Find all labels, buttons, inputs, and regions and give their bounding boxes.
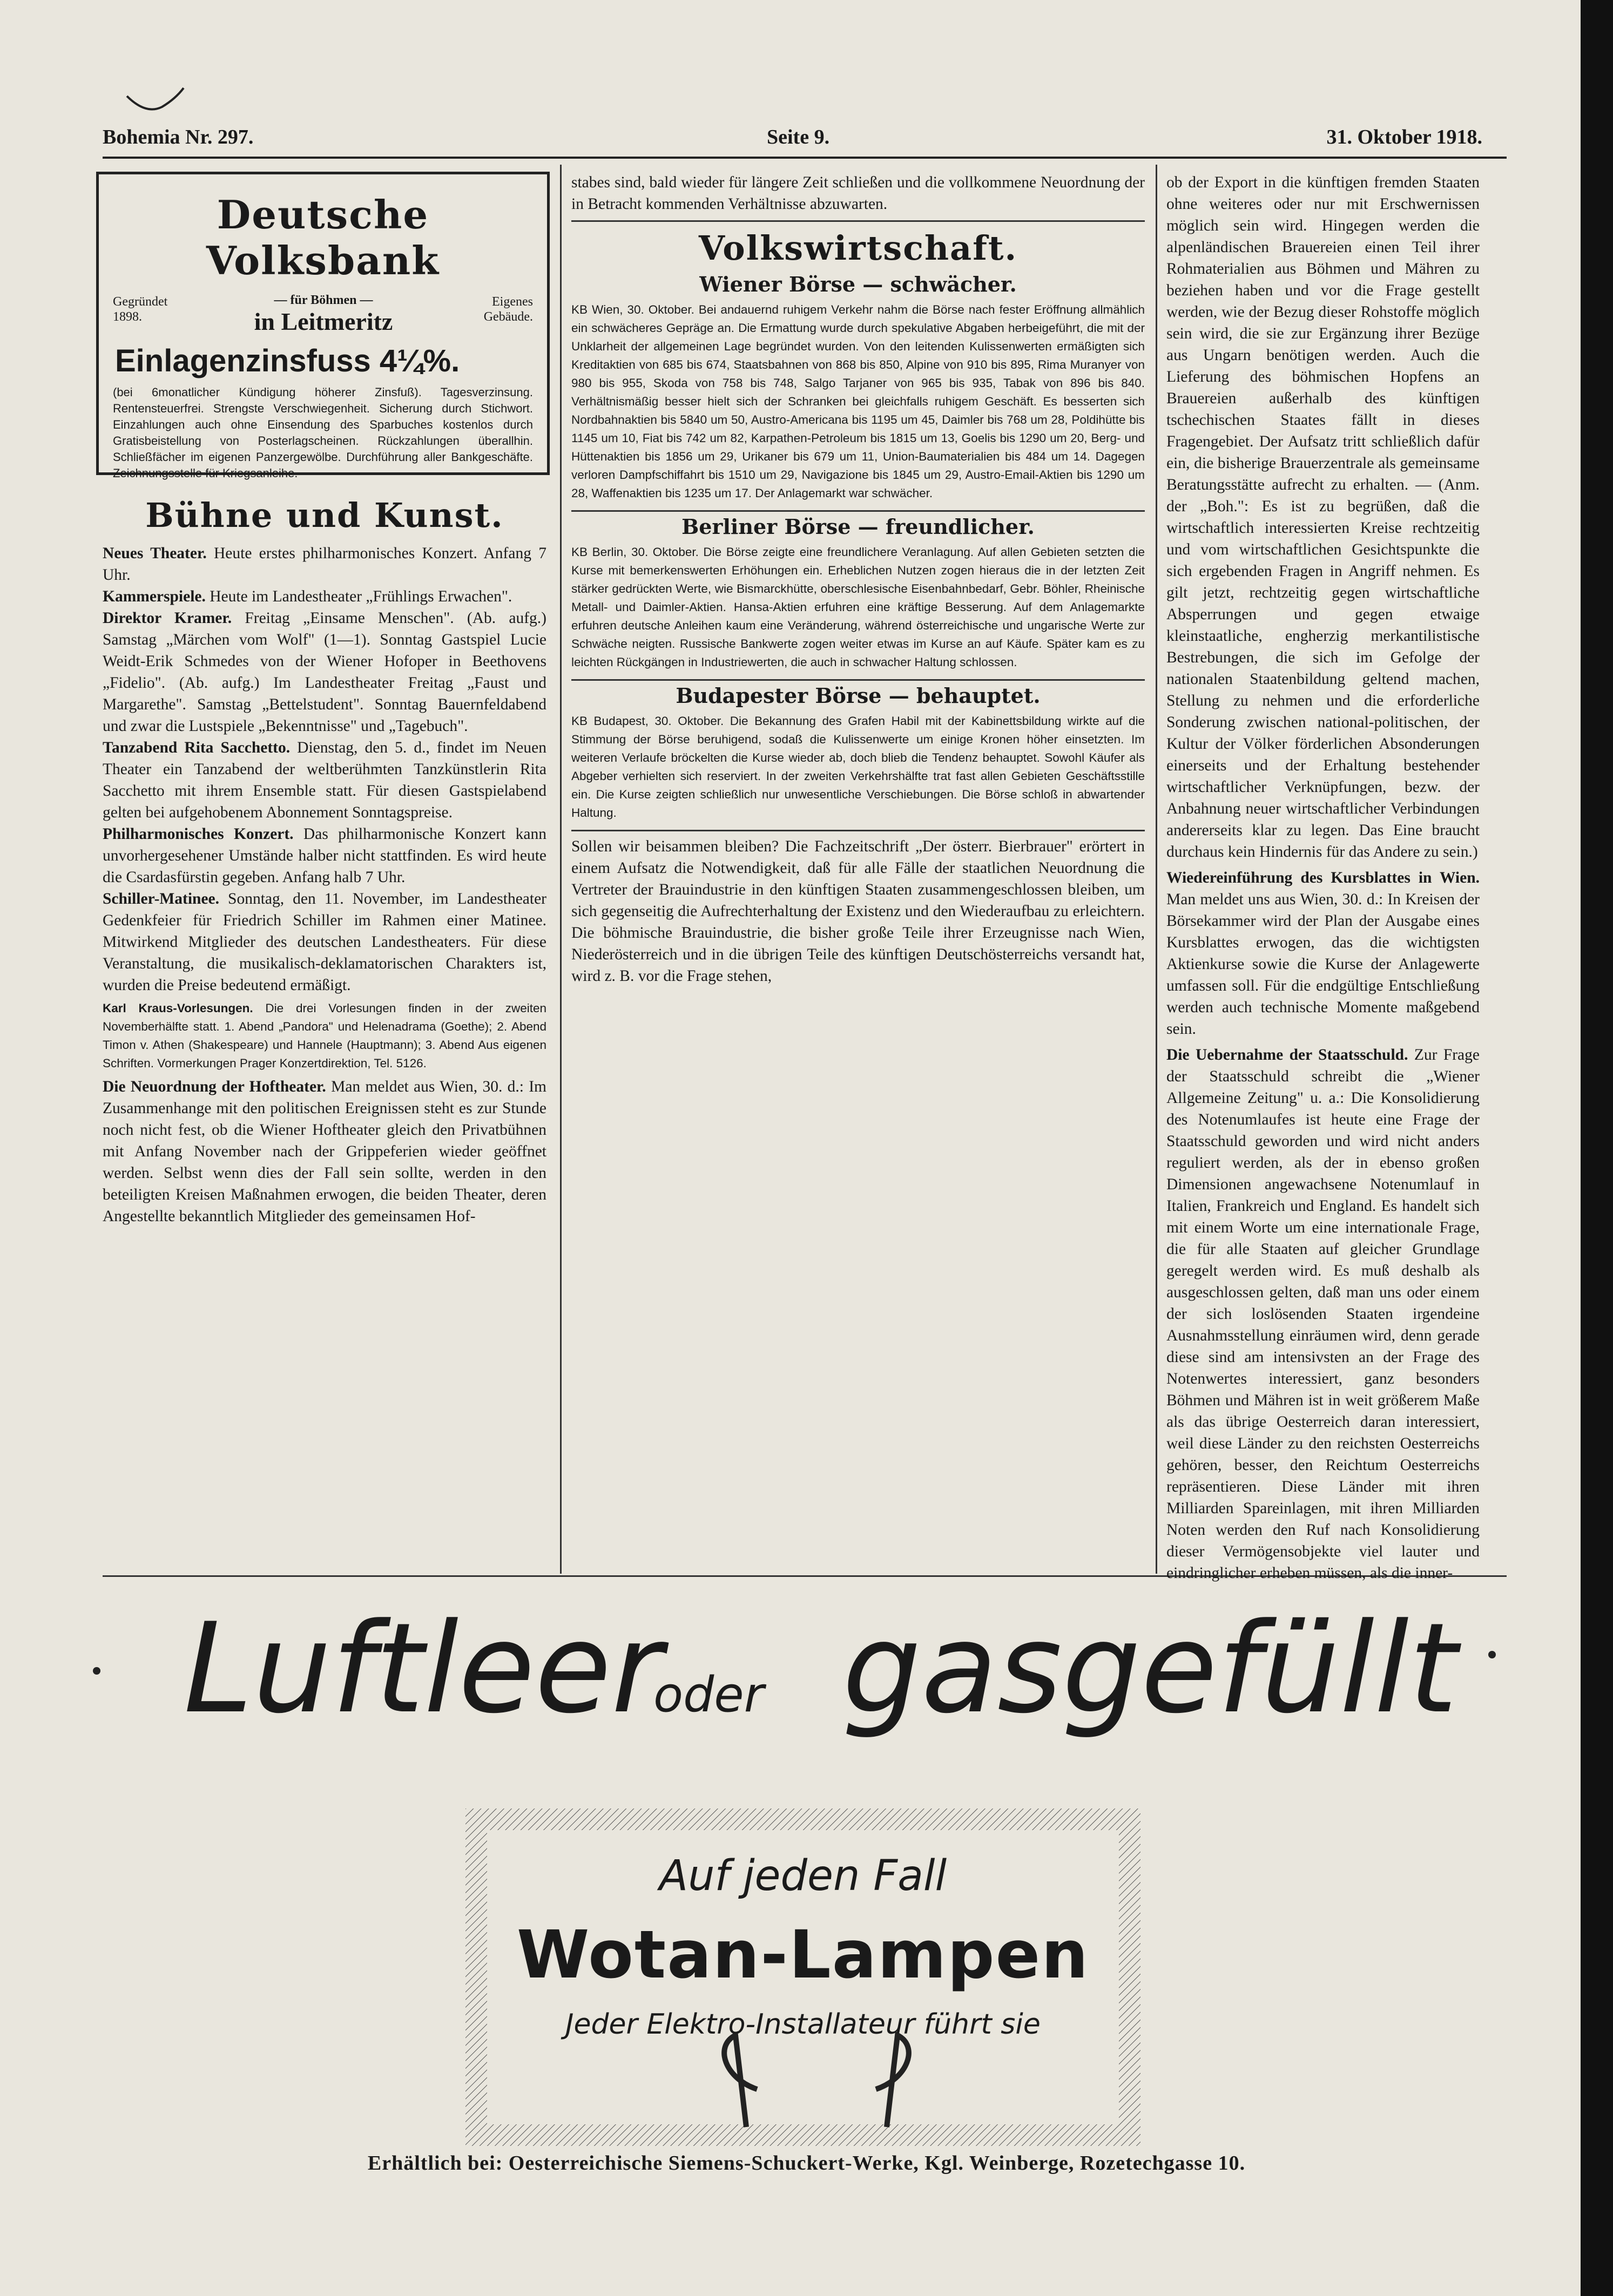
lamp-advert (0, 1582, 1613, 2251)
bank-conditions: (bei 6monatlicher Kündigung höherer Zinsfuß). Tagesverzinsung. Rentensteuerfrei. Strengste Verschwiegenheit. Sicherung durch Stichwort. Einzahlungen auch ohne Einsendung des Sparbuches kostenlos durch Gratisbeistellung von Posterlagscheinen. Rückzahlungen überallhin. Schließfächer im eigenen Panzergewölbe. Durchführung aller Bankgeschäfte. Zeichnungsstelle für Kriegsanleihe. (113, 385, 533, 480)
bank-founded (113, 294, 167, 324)
report-budapest: KB Budapest, 30. Oktober. Die Bekannung des Grafen Habil mit der Kabinettsbildung wirkte auf die Stimmung der Börse beruhigend, sodaß die Kulissenwerte um einige Kronen höher einsetzten. Im weiteren Verlaufe bröckelten die Kurse wieder ab, doch blieb die Tendenz behauptet. Sowohl Käufer als Abgeber verhielten sich reserviert. In der zweiten Verkehrshälfte trat fast allen Gebieten Geschäftsstille ein. Die Kurse zeigten schließlich nur unwesentliche Verschiebungen. Die Börse schloß in abwartender Haltung. (571, 714, 1145, 819)
column-2 (571, 172, 1145, 987)
building-line-1: Eigenes (492, 295, 533, 309)
column-1 (103, 494, 546, 1227)
rule-before-volkswirtschaft (571, 220, 1145, 222)
advert-sub-1: Auf jeden Fall (659, 1852, 947, 1900)
article-kammerspiele (103, 586, 546, 607)
bank-city: in Leitmeritz (254, 308, 393, 335)
text-kursblatt: Man meldet uns aus Wien, 30. d.: In Kreisen der Börsekammer wird der Plan der Ausgabe eines Kursblattes erwogen, das die wichtigsten Aktienkurse sowie die Kurse der Anlagewerte umfassen soll. Für die endgültige Entschließung werden auch technische Momente maßgebend sein. (1166, 891, 1480, 1038)
article-philharmonisch (103, 823, 546, 888)
article-tanzabend (103, 737, 546, 823)
bank-location (221, 293, 426, 336)
lead-neues-theater: Neues Theater. (103, 545, 207, 562)
column-rule-2 (1156, 165, 1157, 1574)
text-tanzabend: Dienstag, den 5. d., findet im Neuen Theater ein Tanzabend der weltberühmten Tanzkünstlerin Rita Sacchetto mit ihrem Ensemble statt. Für diesen Gastspielabend gelten bei aufgehobenem Abonnement Sonntagspreise. (103, 739, 546, 821)
article-brauerei: ob der Export in die künftigen fremden Staaten ohne weiteres oder nur mit Erschwernissen möglich sein wird. Hingegen werden die alpenländischen Brauereien einen Teil ihrer Rohmaterialien aus Böhmen und Mähren zu beziehen haben und vor die Frage gestellt werden, wie der Bezug dieser Rohstoffe möglich sein wird, die sie zur Ergänzung ihrer Bezüge aus Ungarn benötigen werden. Auch die Lieferung des böhmischen Hopfens an Brauereien außerhalb des künftigen tschechischen Staates fällt in dieses Fragengebiet. Der Aufsatz tritt schließlich dafür ein, die bisherige Brauerzentrale als gemeinsame Beratungsstätte aufrecht zu erhalten. — (Anm. der „Boh.": Es ist zu begrüßen, daß die wirtschaftlich interessierten Kreise rechtzeitig und vom wirtschaftlichen Gesichtspunkte die sich ergebenden Fragen in Angriff nehmen. Es gilt jetzt, rechtzeitig gegen wirtschaftliche Absperrungen und gegen etwaige kleinstaatliche, engherzig merkantilistische Bestrebungen, die sich im Gefolge der nationalen Staatenbildung geltend machen, Stellung zu nehmen und die erforderliche Sonderung zwischen national-politischen, der Kultur der Völker förderlichen Absonderungen einerseits und der Erhaltung bestehender wirtschaftlicher Verknüpfungen, bezw. der Anbahnung neuer wirtschaftlicher Verbindungen andererseits klar zu legen. Das Eine braucht durchaus kein Hindernis für das Andere zu sein.) (1166, 174, 1480, 861)
founded-year: 1898. (113, 310, 142, 324)
page-header (103, 120, 1482, 158)
lead-tanzabend: Tanzabend Rita Sacchetto. (103, 739, 291, 756)
paper-issue: Bohemia Nr. 297. (103, 126, 254, 148)
article-staatsschuld (1166, 1044, 1480, 1584)
bank-building (484, 294, 533, 324)
article-neues-theater (103, 543, 546, 586)
header-rule (103, 157, 1507, 159)
article-kraus (103, 999, 546, 1073)
rule-berlin (571, 679, 1145, 681)
headline-oder: oder (653, 1667, 764, 1723)
article-schiller (103, 888, 546, 996)
advert-brand: Wotan-Lampen (516, 1916, 1090, 1993)
text-neues-theater: Heute erstes philharmonisches Konzert. Anfang 7 Uhr. (103, 545, 546, 584)
text-kraus: Die drei Vorlesungen finden in der zweiten Novemberhälfte statt. 1. Abend „Pandora" und Helenadrama (Goethe); 2. Abend Timon v. Athen (Shakespeare) und Hannele (Hauptmann); 3. Abend Aus eigenen Schriften. Vormerkungen Prager Konzertdirektion, Tel. 5126. (103, 1001, 546, 1070)
lead-kammerspiele: Kammerspiele. (103, 588, 206, 605)
text-schiller: Sonntag, den 11. November, im Landestheater Gedenkfeier für Friedrich Schiller im Rahmen einer Matinee. Mitwirkend Mitglieder des deutschen Landestheaters. Für diese Veranstaltung, die musikalisch-deklamatorischen Charakters ist, wurden die Preise bedeutend ermäßigt. (103, 890, 546, 994)
lead-kursblatt: Wiedereinführung des Kursblattes in Wien. (1166, 869, 1480, 886)
text-hoftheater: Man meldet aus Wien, 30. d.: Im Zusammenhange mit den politischen Ereignissen steht es zur Stunde noch nicht fest, ob die Wiener Hoftheater gleich den Privatbühnen mit Anfang November nach der Grippeferien wieder geöffnet werden. Selbst wenn dies der Fall sein sollte, werden in den beteiligten Kreisen Maßnahmen erwogen, die beiden Theater, deren Angestellte bekanntlich Mitglieder des gemeinsamen Hof- (103, 1078, 546, 1225)
dot-left (93, 1667, 100, 1675)
issue-date: 31. Oktober 1918. (1326, 126, 1482, 148)
bank-info-row (113, 293, 533, 343)
headline-gasgefuellt: gasgefüllt (842, 1597, 1457, 1741)
headline-berlin: Berliner Börse — freundlicher. (681, 514, 1035, 539)
lead-philharmonisch: Philharmonisches Konzert. (103, 825, 294, 843)
headline-budapest: Budapester Börse — behauptet. (676, 683, 1041, 708)
lead-direktor-kramer: Direktor Kramer. (103, 609, 232, 627)
article-hoftheater (103, 1076, 546, 1227)
text-kammerspiele: Heute im Landestheater „Frühlings Erwachen". (205, 588, 512, 605)
rule-budapest (571, 830, 1145, 831)
bank-interest-rate: Einlagenzinsfuss 4¼%. (115, 343, 460, 378)
founded-label: Gegründet (113, 295, 168, 309)
article-direktor-kramer (103, 607, 546, 737)
column-3 (1166, 172, 1480, 1584)
advert-sub-2: Jeder Elektro-Installateur führt sie (565, 2008, 1041, 2041)
section-title-buehne: Bühne und Kunst. (145, 496, 504, 535)
lead-hoftheater: Die Neuordnung der Hoftheater. (103, 1078, 326, 1095)
headline-luftleer: Luftleer (184, 1597, 663, 1741)
dot-right (1488, 1651, 1496, 1658)
bank-title: Deutsche Volksbank (206, 192, 440, 283)
text-staatsschuld: Zur Frage der Staatsschuld schreibt die „Wiener Allgemeine Zeitung" u. a.: Die Konsolidierung des Notenumlaufes ist heute eine Frage der Staatsschuld geworden und wird nicht anders reguliert werden, als der in ebenso großen Dimensionen angewachsene Notenumlauf in Italien, Frankreich und England. Es handelt sich mit einem Worte um eine internationale Frage, die für alle Staaten auf gleicher Grundlage geregelt werden wird. Es muß deshalb als ausgeschlossen gelten, daß man uns oder einem der sich loslösenden Staaten irgendeine Ausnahmsstellung einräumen wird, denn gerade diese sind am intensivsten an der Frage des Notenwertes interessiert, ganz besonders Böhmen und Mähren ist in weit größerem Maße als das übrige Oesterreich daran interessiert, weil diese Länder zu den reichsten Oesterreichs gehören, besser, den Reichtum Oesterreichs repräsentieren. Diese Länder mit ihren Milliarden Spareinlagen, mit ihren Milliarden Noten werden den Ruf nach Konsolidierung dieser Vermögensobjekte viel lauter und eindringlicher erheben müssen, als die inner- (1166, 1046, 1480, 1582)
pen-scribble (124, 85, 189, 118)
rule-wien (571, 510, 1145, 512)
bank-advert (96, 172, 550, 480)
column-rule-1 (560, 165, 562, 1574)
bank-region: — für Böhmen — (274, 293, 373, 307)
text-direktor-kramer: Freitag „Einsame Menschen". (Ab. aufg.) Samstag „Märchen vom Wolf" (1—1). Sonntag Gastspiel Lucie Weidt-Erik Schmedes von der Wiener Hofoper in Beethovens „Fidelio". (Ab. aufg.) Im Landestheater Freitag „Faust und Margarethe". Samstag „Bettelstudent". Sonntag Bauernfeldabend und zwar die Lustspiele „Bekenntnisse" und „Tagebuch". (103, 609, 546, 735)
article-bierbrauer: Sollen wir beisammen bleiben? Die Fachzeitschrift „Der österr. Bierbrauer" erörtert in einem Aufsatz die Notwendigkeit, daß für alle Fälle der staatlichen Neuordnung die Vertreter der Brauindustrie in den künftigen Staaten zusammengeschlossen bleiben, um sich gegenseitig die Aufrechterhaltung der Existenz und den Wiederaufbau zu erleichtern. Die böhmische Brauindustrie, die bisher große Teile ihrer Erzeugnisse nach Wien, Niederösterreich und in die übrigen Teile des künftigen Deutschösterreichs versandt hat, wird z. B. vor die Frage stehen, (571, 838, 1145, 985)
lead-schiller: Schiller-Matinee. (103, 890, 219, 907)
headline-wien: Wiener Börse — schwächer. (699, 272, 1017, 296)
report-berlin: KB Berlin, 30. Oktober. Die Börse zeigte eine freundlichere Veranlagung. Auf allen Gebieten setzten die Kurse mit bemerkenswerten Erhöhungen ein. Erheblichen Nutzen zogen hieraus die in der letzten Zeit stärker gedrückten Werte, wie Bismarckhütte, oberschlesische Eisenbahnbedarf, Gebr. Böhler, Rheinische Metall- und Daimler-Aktien. Hansa-Aktien erfuhren eine kräftige Besserung. Auf dem Anlagemarkte erfuhren deutsche Anleihen kaum eine Veränderung, während österreichische und ungarische Werte zur Schwäche neigten. Russische Bankwerte zogen weiter etwas im Kurse an auf Käufe. Später kam es zu leichten Rückgängen in Industriewerten, die auch in schwacher Haltung schlossen. (571, 545, 1145, 669)
advert-headline (0, 1582, 1613, 1765)
text-philharmonisch: Das philharmonische Konzert kann unvorhergesehener Umstände halber nicht stattfinden. Es wird heute die Csardasfürstin gegeben. Anfang halb 7 Uhr. (103, 825, 546, 886)
section-title-volkswirtschaft: Volkswirtschaft. (698, 228, 1018, 268)
lead-staatsschuld: Die Uebernahme der Staatsschuld. (1166, 1046, 1408, 1064)
advert-footer: Erhältlich bei: Oesterreichische Siemens-Schuckert-Werke, Kgl. Weinberge, Rozetechgasse 10. (367, 2152, 1246, 2175)
article-kursblatt (1166, 867, 1480, 1040)
report-wien: KB Wien, 30. Oktober. Bei andauernd ruhigem Verkehr nahm die Börse nach fester Eröffnung allmählich ein schwächeres Gepräge an. Die Ermattung wurde durch spekulative Abgaben herbeigeführt, die mit der Unklarheit der allgemeinen Lage begründet wurden. Von den leitenden Kulissenwerten ermäßigten sich Kreditaktien von 685 bis 674, Staatsbahnen von 868 bis 850, Alpine von 910 bis 895, Rima Muranyer von 980 bis 955, Skoda von 758 bis 748, Salgo Tarjaner von 965 bis 935, Tabak von 896 bis 840. Verhältnismäßig besser hielt sich der Schranken bei gleichfalls ruhigem Geschäft. Es besserten sich Nordbahnaktien bis 5840 um 50, Austro-Americana bis 1195 um 45, Daimler bis 768 um 28, Poldihütte bis 1145 um 10, Fiat bis 742 um 82, Karpathen-Petroleum bis 1815 um 13, Goelis bis 1290 um 20, Berg- und Hüttenaktien bis 1856 um 29, Urikaner bis 679 um 11, Union-Baumaterialien bis 484 um 14. Dagegen verloren Dampfschiffahrt bis 1510 um 29, Navigazione bis 1845 um 29, Austro-Email-Aktien bis 1290 um 28, Waffenaktien bis 1235 um 17. Der Anlagemarkt war schwächer. (571, 303, 1145, 500)
lead-kraus: Karl Kraus-Vorlesungen. (103, 1001, 253, 1015)
building-line-2: Gebäude. (483, 310, 533, 324)
article-continued: stabes sind, bald wieder für längere Zeit schließen und die vollkommene Neuordnung der in Betracht kommenden Verhältnisse abzuwarten. (571, 174, 1145, 213)
page-number: Seite 9. (767, 126, 830, 148)
